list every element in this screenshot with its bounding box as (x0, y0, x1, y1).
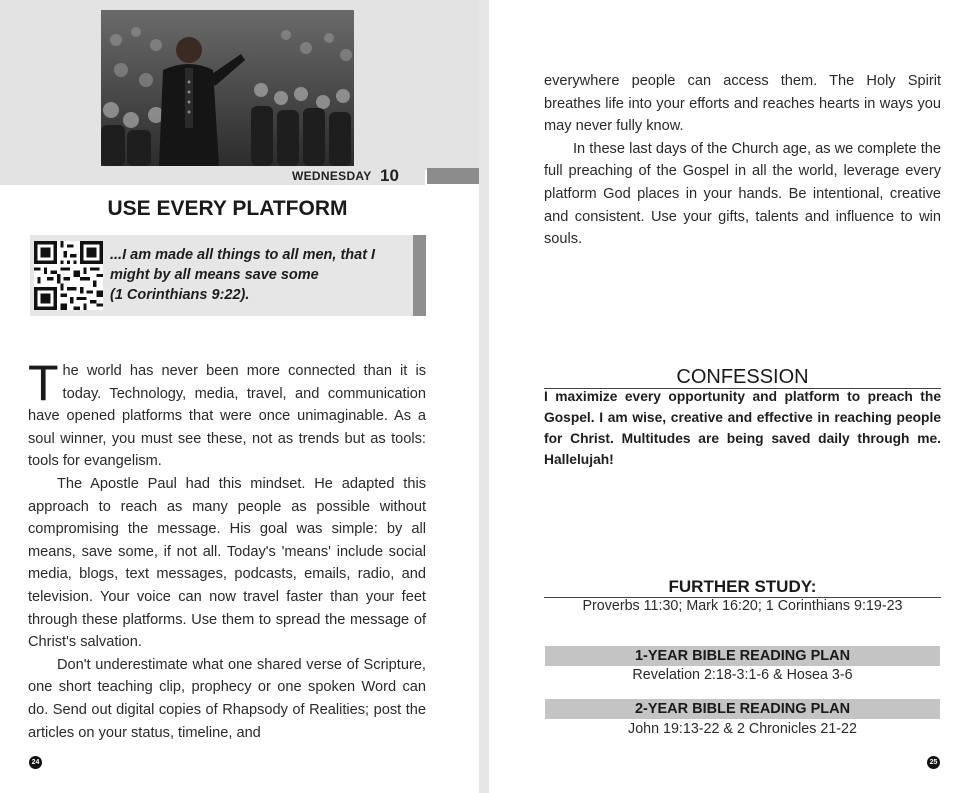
verse-side-bar (413, 235, 426, 316)
body-paragraph-2: The Apostle Paul had this mindset. He adapted this approach to reach as many people as possible without compromising the message. His goal was simple: by all means, save some, if not all. Today's 'means' include social media, blogs, text messages, podcasts, emails, radio, and television. Your voice can now travel faster than your feet through these platforms. Use them to spread the message of Christ's salvation. (28, 475, 426, 651)
photo-illustration (101, 10, 354, 166)
continued-paragraph-1: everywhere people can access them. The Holy Spirit breathes life into your efforts and reaches hearts in ways you may never fully know. (544, 73, 941, 135)
verse-line-2: might by all means save some (110, 267, 319, 283)
body-paragraph-3: Don't underestimate what one shared verse of Scripture, one short teaching clip, prophecy or one spoken Word can do. Send out digital copies of Rhapsody of Realities; post the articles on your status, timeline, and (28, 656, 426, 741)
day-label: WEDNESDAY (292, 169, 372, 183)
verse-line-1: ...I am made all things to all men, that I (110, 247, 376, 263)
verse-reference: (1 Corinthians 9:22). (110, 287, 250, 303)
page-title: USE EVERY PLATFORM (107, 197, 348, 220)
reading-plan-1-title: 1-YEAR BIBLE READING PLAN (545, 646, 940, 666)
page-number-right: 25 (927, 756, 940, 769)
reading-plan-1-text: Revelation 2:18-3:1-6 & Hosea 3-6 (632, 667, 853, 683)
body-paragraph-1 (28, 355, 426, 473)
preacher-photo (101, 10, 354, 166)
verse-quote (110, 245, 410, 305)
further-study-text: Proverbs 11:30; Mark 16:20; 1 Corinthians 9:19-23 (582, 598, 903, 614)
devotional-body (28, 355, 426, 744)
drop-cap: T (28, 355, 59, 411)
reading-plan-2-text: John 19:13-22 & 2 Chronicles 21-22 (628, 721, 857, 737)
right-page (489, 0, 965, 793)
qr-code-icon (34, 241, 103, 310)
day-tab (427, 168, 479, 184)
body-paragraph-1-text: he world has never been more connected than it is today. Technology, media, travel, and communication have opened platforms that were once unimaginable. As a soul winner, you must see these, not as trends but as tools: tools for evangelism. (28, 363, 426, 470)
day-number: 10 (380, 166, 399, 185)
confession-title: CONFESSION (676, 366, 809, 388)
page-number-left: 24 (29, 756, 42, 769)
left-page (0, 0, 479, 793)
continued-body (544, 70, 941, 251)
further-study-title: FURTHER STUDY: (668, 577, 817, 596)
continued-paragraph-2: In these last days of the Church age, as we complete the full preaching of the Gospel in all the world, leverage every platform God places in your hands. Be intentional, creative and consistent. Use your gifts, talents and influence to win souls. (544, 140, 941, 248)
confession-text: I maximize every opportunity and platform to preach the Gospel. I am wise, creative and effective in reaching people for Christ. Multitudes are being saved daily through me. Hallelujah! (544, 389, 941, 467)
reading-plan-2-title: 2-YEAR BIBLE READING PLAN (545, 699, 940, 719)
